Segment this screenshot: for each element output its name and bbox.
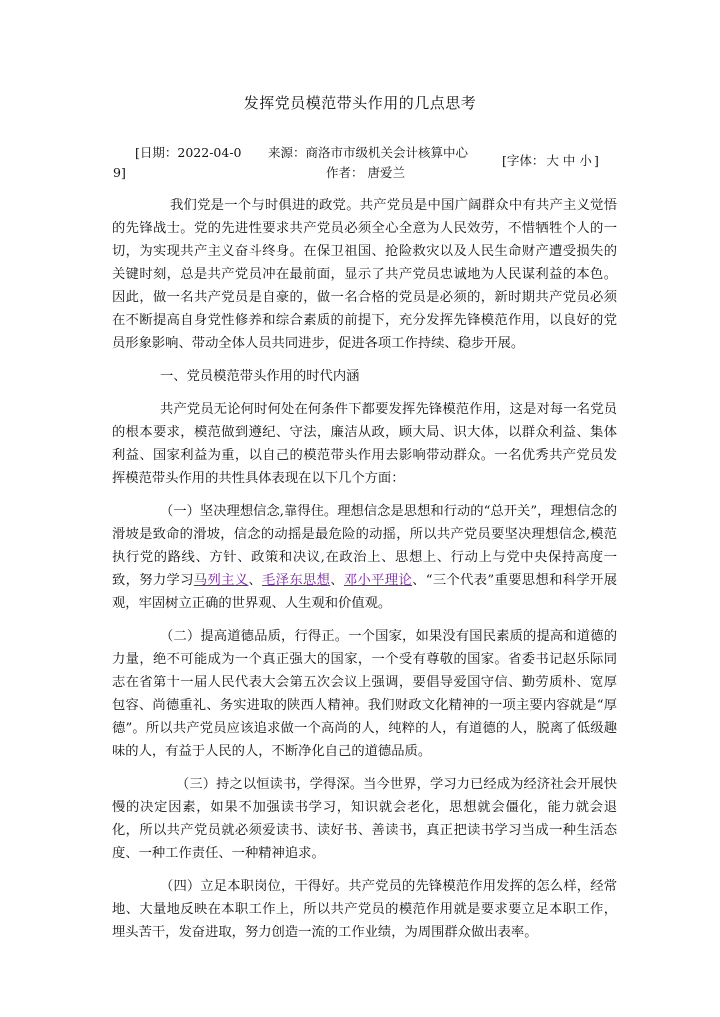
link-deng-xiaoping-theory[interactable]: 邓小平理论 xyxy=(343,573,413,588)
paragraph-intro: 我们党是一个与时俱进的政党。共产党员是中国广阔群众中有共产主义觉悟的先锋战士。党的先进性要求共产党员必须全心全意为人民效劳，不惜牺牲个人的一切，为实现共产主义奋斗终身。在保卫祖国、抢险救灾以及人民生命财产遭受损失的关键时刻，总是共产党员冲在最前面，显示了共产党员忠诚地为人民谋利益的本色。因此，做一名共产党员是自豪的，做一名合格的党员是必须的，新时期共产党员必须在不断提高自身党性修养和综合素质的前提下，充分发挥先锋模范作用，以良好的党员形象影响、带动全体人员共同进步，促进各项工作持续、稳步开展。 xyxy=(112,198,617,351)
link-separator: 、 xyxy=(248,573,263,588)
paragraph-ideals-text-a: （一）坚决理想信念,靠得住。理想信念是思想和行动的“总开关”，理想信念的滑坡是致命的滑坡，信念的动摇是最危险的动摇，所以共产党员要坚决理想信念,模范执行党的路线、方针、政策和决议,在政治上、思想上、行动上与党中央保持高度一致，努力学习 xyxy=(112,504,617,588)
date-line-2: 9] xyxy=(113,165,126,180)
font-size-prefix: [字体： xyxy=(502,153,545,168)
link-marxism-leninism[interactable]: 马列主义 xyxy=(193,573,249,588)
article-date xyxy=(113,143,263,183)
source-label: 来源：商洛市市级机关会计核算中心 xyxy=(268,145,469,160)
paragraph-ideals-text-b: 、“三个代表”重要思想和科学开展观，牢固树立正确的世界观、人生观和价值观。 xyxy=(112,573,617,611)
link-separator: 、 xyxy=(330,573,344,588)
article-body xyxy=(112,194,617,944)
font-size-large-option[interactable]: 大 xyxy=(546,153,559,168)
font-size-suffix: ] xyxy=(593,153,599,168)
section-heading: 一、党员模范带头作用的时代内涵 xyxy=(160,369,360,384)
date-line-1: [日期：2022-04-0 xyxy=(135,145,242,160)
paragraph-post: （四）立足本职岗位，干得好。共产党员的先锋模范作用发挥的怎么样，经常地、大量地反映在本职工作上，所以共产党员的模范作用就是要求要立足本职工作，埋头苦干，发奋进取，努力创造一流的工作业绩，为周围群众做出表率。 xyxy=(112,879,617,940)
link-mao-zedong-thought[interactable]: 毛泽东思想 xyxy=(262,573,331,588)
font-size-selector xyxy=(502,151,599,171)
author-label: 作者： 唐爱兰 xyxy=(326,165,405,180)
paragraph-reading: （三）持之以恒读书，学得深。当今世界，学习力已经成为经济社会开展快慢的决定因素，如果不加强读书学习，知识就会老化，思想就会僵化，能力就会退化，所以共产党员就必须爱读书、读好书、善读书，真正把读书学习当成一种生活态度、一种工作责任、一种精神追求。 xyxy=(112,777,617,861)
article-source xyxy=(268,143,478,183)
font-size-medium-option[interactable]: 中 xyxy=(562,153,576,168)
paragraph-overview: 共产党员无论何时何处在何条件下都要发挥先锋模范作用，这是对每一名党员的根本要求，模范做到遵纪、守法，廉洁从政，顾大局、识大体，以群众利益、集体利益、国家利益为重，以自己的模范带头作用去影响带动群众。一名优秀共产党员发挥模范带头作用的共性具体表现在以下几个方面： xyxy=(112,402,617,486)
article-title: 发挥党员模范带头作用的几点思考 xyxy=(243,94,477,112)
paragraph-morality: （二）提高道德品质，行得正。一个国家，如果没有国民素质的提高和道德的力量，绝不可能成为一个真正强大的国家，一个受有尊敬的国家。省委书记赵乐际同志在省第十一届人民代表大会第五次会议上强调，要倡导爱国守信、勤劳质朴、宽厚包容、尚德重礼、务实进取的陕西人精神。我们财政文化精神的一项主要内容就是“厚德”。所以共产党员应该追求做一个高尚的人，纯粹的人，有道德的人，脱离了低级趣味的人，有益于人民的人，不断净化自己的道德品质。 xyxy=(112,629,617,759)
paragraph-ideals xyxy=(112,500,617,615)
font-size-small-option[interactable]: 小 xyxy=(579,153,592,168)
